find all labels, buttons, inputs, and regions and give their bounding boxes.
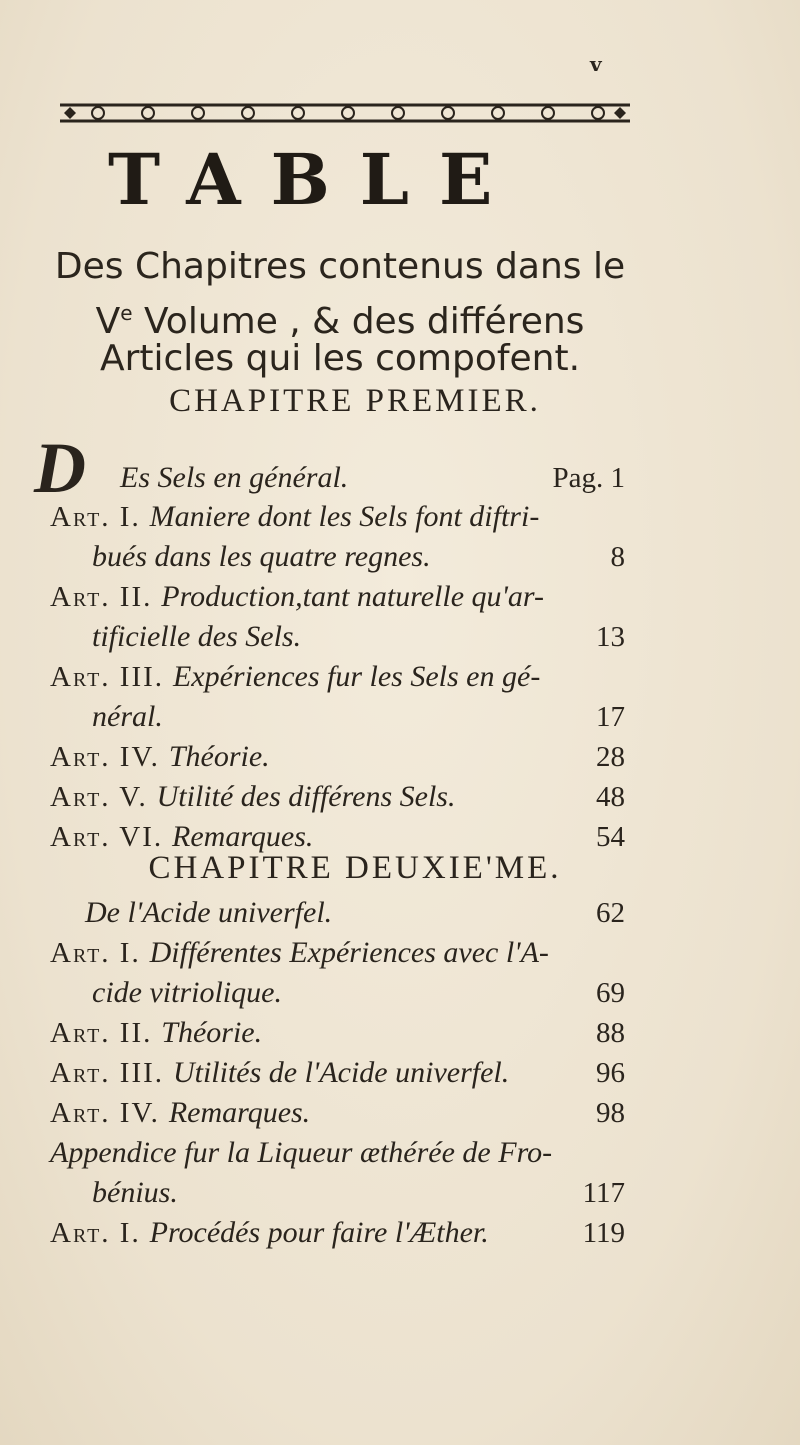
article-title: tificielle des Sels. <box>92 620 302 653</box>
page-number: 119 <box>582 1217 625 1249</box>
toc-entry <box>50 657 625 697</box>
page-number: 96 <box>596 1057 625 1089</box>
page-number: 69 <box>596 977 625 1009</box>
article-number: Art. III. <box>50 661 165 693</box>
toc-entry <box>50 1093 625 1133</box>
article-title: cide vitriolique. <box>92 976 282 1009</box>
page-number: 88 <box>596 1017 625 1049</box>
page-title: TABLE <box>108 138 523 221</box>
toc-entry <box>50 497 625 537</box>
volume-superscript: e <box>120 301 133 325</box>
article-title: Remarques. <box>172 820 314 853</box>
appendix-title: bénius. <box>92 1176 178 1209</box>
chapter-2-intro-text: De l'Acide univerfel. <box>85 896 333 929</box>
article-title: Remarques. <box>168 1096 311 1129</box>
toc-entry <box>50 577 625 617</box>
volume-numeral: V <box>95 301 121 342</box>
article-number: Art. III. <box>50 1057 165 1089</box>
article-number: Art. V. <box>50 781 148 813</box>
page-number: 62 <box>596 897 625 929</box>
toc-entry-continued <box>92 537 625 577</box>
toc-entry <box>50 777 625 817</box>
article-number: Art. IV. <box>50 1097 160 1129</box>
toc-entry <box>50 1213 625 1253</box>
chapter-2-intro <box>85 893 625 933</box>
drop-cap: D <box>34 428 86 508</box>
article-title: Maniere dont les Sels font diftri- <box>149 500 540 533</box>
article-number: Art. I. <box>50 1217 141 1249</box>
decorative-border-ornament <box>58 95 632 131</box>
article-number: Art. I. <box>50 501 141 533</box>
toc-entry <box>50 1053 625 1093</box>
chapter-1-heading: CHAPITRE PREMIER. <box>169 383 541 419</box>
toc-entry-continued <box>92 973 625 1013</box>
appendix-entry <box>50 1133 625 1173</box>
article-number: Art. II. <box>50 1017 153 1049</box>
page-number: 17 <box>596 701 625 733</box>
article-number: Art. II. <box>50 581 153 613</box>
appendix-title: Appendice fur la Liqueur æthérée de Fro- <box>50 1136 553 1169</box>
page-number: 8 <box>610 541 625 573</box>
article-title: néral. <box>92 700 163 733</box>
article-number: Art. VI. <box>50 821 164 853</box>
article-title: Expériences fur les Sels en gé- <box>172 660 541 693</box>
toc-entry <box>50 933 625 973</box>
page-number: 117 <box>582 1177 625 1209</box>
page-number: 98 <box>596 1097 625 1129</box>
chapter-1-intro-pag: Pag. 1 <box>552 462 625 494</box>
toc-entry-continued <box>92 697 625 737</box>
page-number: 54 <box>596 821 625 853</box>
chapter-1-intro-text: Es Sels en général. <box>120 461 349 494</box>
subtitle-line-2-text: Volume , & des différens <box>132 301 585 342</box>
article-number: Art. I. <box>50 937 141 969</box>
article-title: Différentes Expériences avec l'A- <box>149 936 549 969</box>
folio-number: v <box>590 52 602 76</box>
subtitle-line-1: Des Chapitres contenus dans le <box>54 246 626 287</box>
page-number: 13 <box>596 621 625 653</box>
article-title: bués dans les quatre regnes. <box>92 540 431 573</box>
toc-entry-continued <box>92 617 625 657</box>
article-title: Théorie. <box>161 1016 263 1049</box>
article-title: Utilités de l'Acide univerfel. <box>172 1056 510 1089</box>
chapter-1-intro <box>120 458 625 498</box>
article-number: Art. IV. <box>50 741 160 773</box>
article-title: Production,tant naturelle qu'ar- <box>161 580 545 613</box>
page-number: 28 <box>596 741 625 773</box>
toc-entry <box>50 737 625 777</box>
chapter-2-heading: CHAPITRE DEUXIE'ME. <box>148 850 562 886</box>
article-title: Utilité des différens Sels. <box>156 780 456 813</box>
subtitle-line-3: Articles qui les compofent. <box>99 338 581 379</box>
appendix-entry-continued <box>92 1173 625 1213</box>
article-title: Procédés pour faire l'Æther. <box>149 1216 489 1249</box>
article-title: Théorie. <box>168 740 270 773</box>
toc-entry <box>50 1013 625 1053</box>
page-number: 48 <box>596 781 625 813</box>
